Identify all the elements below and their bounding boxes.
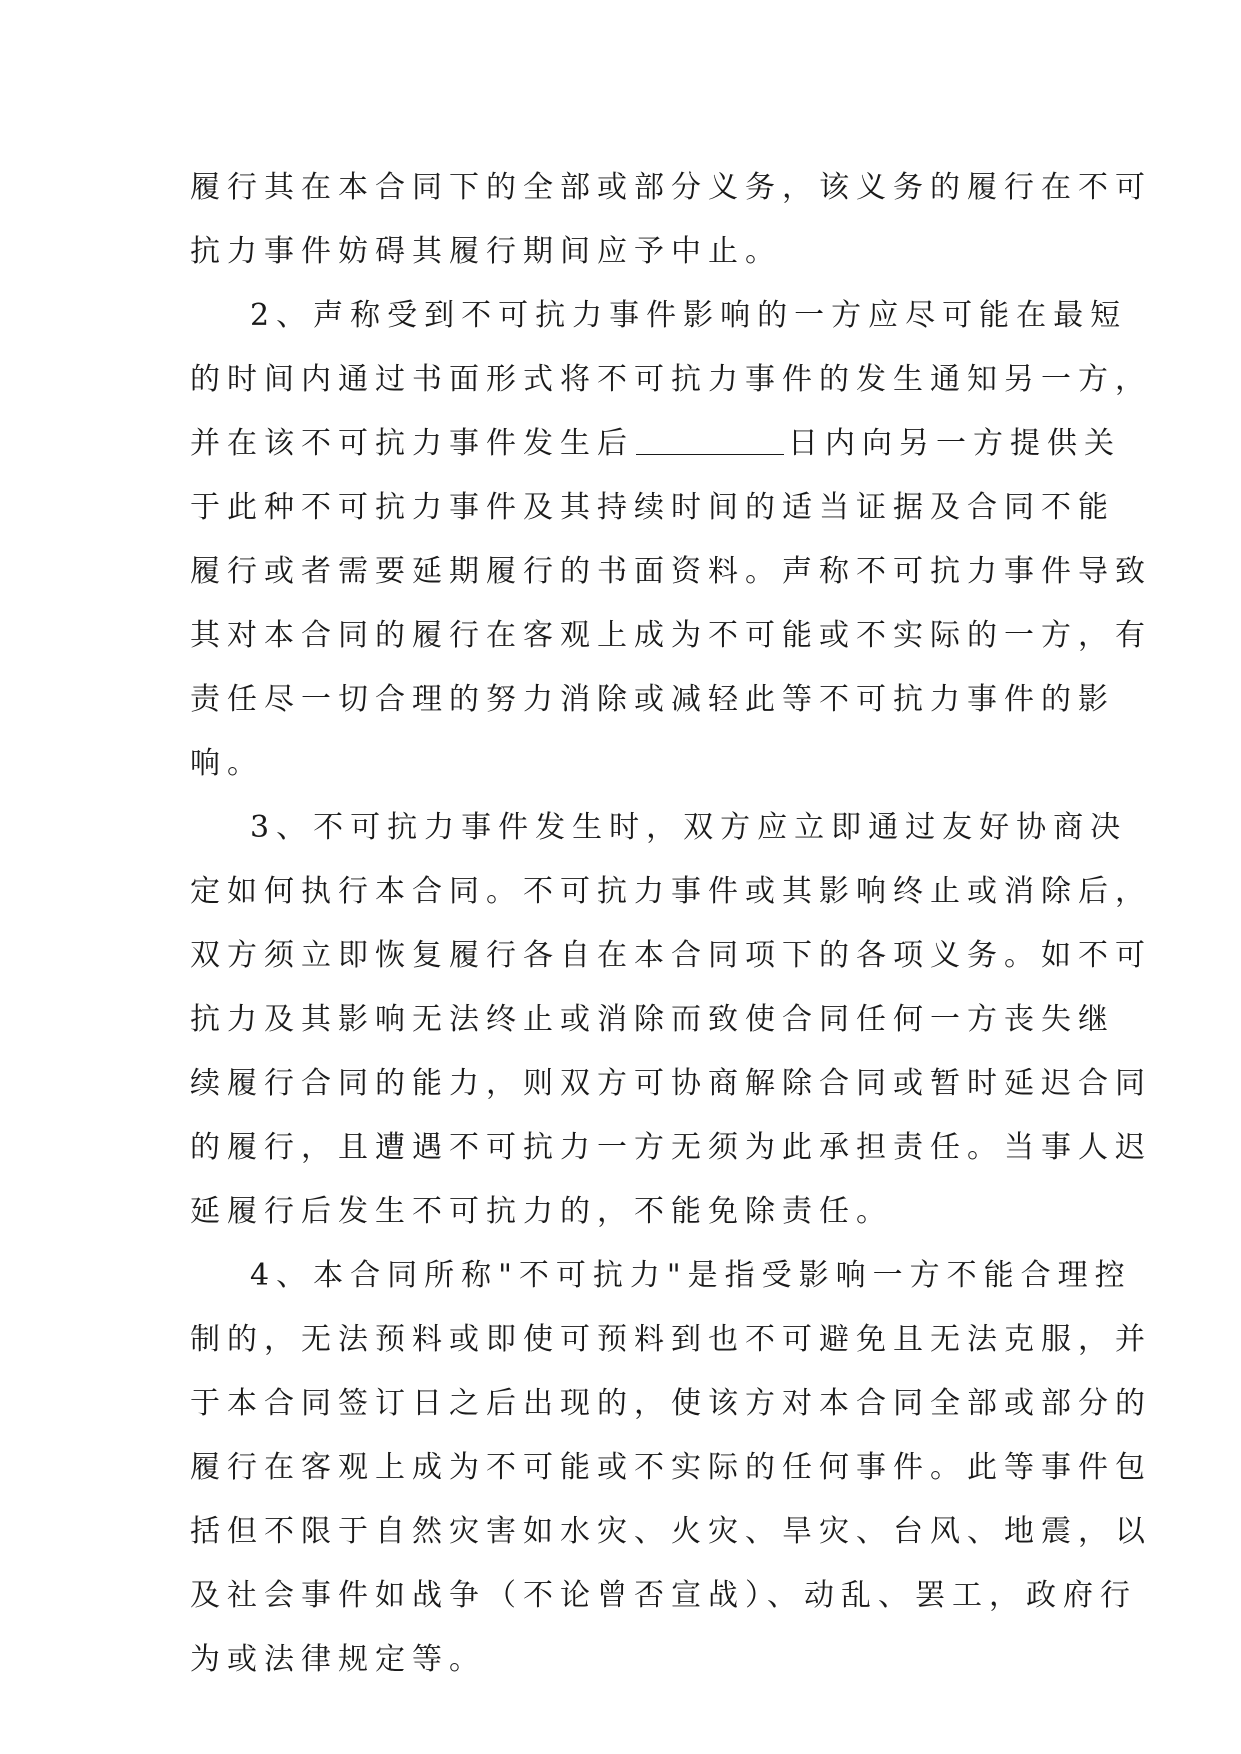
text-line: 抗力及其影响无法终止或消除而致使合同任何一方丧失继 <box>190 1002 1115 1037</box>
clause-2-first-line: 2、声称受到不可抗力事件影响的一方应尽可能在最短 <box>250 298 1128 333</box>
text-fragment: 日内向另一方提供关 <box>788 426 1121 461</box>
text-line: 责任尽一切合理的努力消除或减轻此等不可抗力事件的影 <box>190 682 1115 717</box>
text-line: 括但不限于自然灾害如水灾、火灾、旱灾、台风、地震，以 <box>190 1514 1152 1549</box>
text-line: 的履行，且遭遇不可抗力一方无须为此承担责任。当事人迟 <box>190 1130 1152 1165</box>
text-line: 双方须立即恢复履行各自在本合同项下的各项义务。如不可 <box>190 938 1152 973</box>
text-line: 为或法律规定等。 <box>190 1642 486 1677</box>
text-line: 抗力事件妨碍其履行期间应予中止。 <box>190 234 782 269</box>
text-fragment: 并在该不可抗力事件发生后 <box>190 426 634 461</box>
clause-3-first-line: 3、不可抗力事件发生时，双方应立即通过友好协商决 <box>250 810 1128 845</box>
text-line: 定如何执行本合同。不可抗力事件或其影响终止或消除后， <box>190 874 1152 909</box>
text-line: 于此种不可抗力事件及其持续时间的适当证据及合同不能 <box>190 490 1115 525</box>
text-line: 延履行后发生不可抗力的，不能免除责任。 <box>190 1194 893 1229</box>
clause-4-first-line: 4、本合同所称"不可抗力"是指受影响一方不能合理控 <box>250 1258 1132 1293</box>
text-line: 的时间内通过书面形式将不可抗力事件的发生通知另一方， <box>190 362 1152 397</box>
text-line: 续履行合同的能力，则双方可协商解除合同或暂时延迟合同 <box>190 1066 1152 1101</box>
text-line: 其对本合同的履行在客观上成为不可能或不实际的一方，有 <box>190 618 1152 653</box>
document-body <box>190 156 1152 1692</box>
text-line: 履行其在本合同下的全部或部分义务，该义务的履行在不可 <box>190 170 1152 205</box>
text-line: 于本合同签订日之后出现的，使该方对本合同全部或部分的 <box>190 1386 1152 1421</box>
text-line: 履行或者需要延期履行的书面资料。声称不可抗力事件导致 <box>190 554 1152 589</box>
text-line: 制的，无法预料或即使可预料到也不可避免且无法克服，并 <box>190 1322 1152 1357</box>
text-line: 响。 <box>190 746 264 781</box>
text-line: 及社会事件如战争（不论曾否宣战）、动乱、罢工，政府行 <box>190 1578 1137 1613</box>
text-line: 履行在客观上成为不可能或不实际的任何事件。此等事件包 <box>190 1450 1152 1485</box>
fill-in-blank[interactable] <box>636 432 784 455</box>
text-line-with-blank <box>190 412 1121 476</box>
